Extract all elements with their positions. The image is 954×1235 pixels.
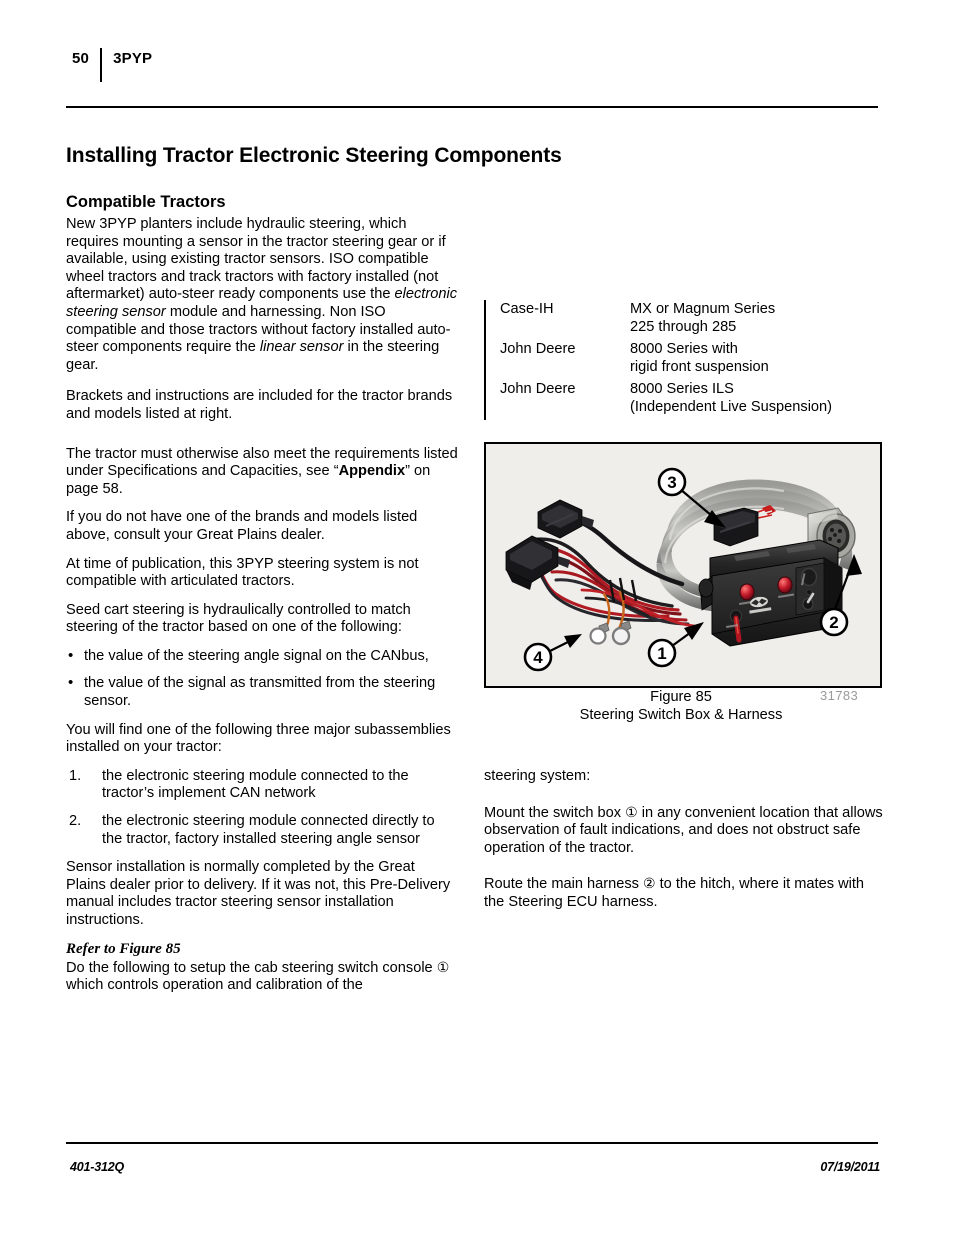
paragraph-subassemblies: You will find one of the following three major subassemblies installed on your tractor: [66, 721, 451, 756]
list-item: • the value of the steering angle signal on the CANbus, [66, 648, 458, 666]
refer-to-figure-line: Refer to Figure 85 [66, 940, 181, 957]
para-mount-segment-a: Mount the switch box [484, 804, 626, 821]
right-text-column [484, 768, 884, 930]
para1-segment-b: module and harnessing. Non ISO compatible and those tractors without factory installed auto-steer components require the [66, 303, 451, 356]
table-cell-brand: John Deere [500, 381, 576, 397]
callout-ref-1-icon: ① [625, 803, 638, 820]
table-cell-brand: John Deere [500, 341, 576, 357]
footer-document-code: 401-312Q [70, 1160, 124, 1174]
para1-segment-a: New 3PYP planters include hydraulic steering, which requires mounting a sensor in the tractor steering gear or if available, using existing tractor sensors. ISO compatible wheel tractors and track tractors with factory installed (not aftermarket) auto-steer ready components use the [66, 216, 446, 303]
para3-segment-a: The tractor must otherwise also meet the requirements listed under Specifications and Capacities, see “ [66, 445, 458, 480]
list-item: the electronic steering module connected directly to the tractor, factory installed steering angle sensor [102, 813, 435, 847]
paragraph-dealer: If you do not have one of the brands and models listed above, consult your Great Plains dealer. [66, 509, 418, 543]
paragraph-steering-system: steering system: [484, 768, 591, 784]
svg-text:4: 4 [533, 648, 543, 667]
led-indicator-right [778, 577, 792, 593]
steering-switch-box-photo [486, 444, 880, 686]
paragraph-setup-console [66, 959, 458, 995]
paragraph-compatible-intro [66, 216, 458, 374]
paragraph-seedcart: Seed cart steering is hydraulically controlled to match steering of the tractor based on one of the following: [66, 601, 411, 636]
model-line: (Independent Live Suspension) [630, 399, 833, 415]
section-heading: Compatible Tractors [66, 193, 226, 211]
callout-ref-1-icon: ① [436, 958, 450, 975]
figure-image-id: 31783 [820, 688, 859, 703]
paragraph-requirements [66, 446, 458, 499]
header-document-title: 3PYP [113, 49, 153, 67]
header-rule [66, 106, 878, 108]
table-row [500, 340, 896, 376]
footer-date: 07/19/2011 [820, 1160, 880, 1174]
page-header [72, 47, 152, 69]
para3-segment-b: ” on page 58. [66, 463, 431, 497]
header-divider [100, 48, 102, 82]
model-line: MX or Magnum Series [630, 301, 776, 317]
left-text-column [66, 216, 458, 1006]
table-cell-model [630, 300, 775, 336]
para1-italic-electronic-steering-sensor: electronic steering sensor [66, 286, 457, 320]
table-row [500, 380, 896, 416]
para-route-segment-a: Route the main harness [484, 876, 643, 893]
figure-number: Figure 85 [650, 689, 712, 705]
paragraph-mount-switch-box [484, 804, 884, 858]
paragraph-route-harness [484, 875, 884, 911]
model-line: rigid front suspension [630, 359, 769, 375]
led-indicator-left [740, 584, 754, 600]
svg-text:3: 3 [667, 473, 677, 492]
svg-text:1: 1 [657, 644, 667, 663]
para-route-segment-b: to the hitch, where it mates with the Steering ECU harness. [484, 876, 865, 910]
footer-rule [66, 1142, 878, 1144]
table-row [500, 300, 896, 336]
svg-text:2: 2 [829, 613, 839, 632]
para3-bold-appendix: Appendix [338, 463, 406, 480]
steering-switch-box [699, 540, 842, 646]
paragraph-brackets: Brackets and instructions are included for the tractor brands and models listed at right. [66, 388, 453, 422]
model-line: 8000 Series with [630, 341, 738, 357]
list-item: the electronic steering module connected to the tractor’s implement CAN network [102, 767, 409, 802]
bullet-list [66, 648, 458, 711]
paragraph-articulated: At time of publication, this 3PYP steering system is not compatible with articulated tractors. [66, 555, 419, 590]
list-item: • the value of the signal as transmitted from the steering sensor. [66, 675, 458, 710]
para1-italic-linear-sensor: linear sensor [259, 339, 344, 356]
header-page-number: 50 [72, 49, 90, 67]
table-cell-brand: Case-IH [500, 301, 554, 317]
table-cell-model [630, 380, 832, 416]
para9-segment-a: Do the following to setup the cab steering switch console [66, 959, 437, 976]
table-cell-model [630, 340, 769, 376]
numbered-list [66, 768, 458, 848]
figure-title: Steering Switch Box & Harness [579, 706, 783, 723]
model-line: 8000 Series ILS [630, 381, 734, 397]
para9-segment-b: which controls operation and calibration of the [66, 977, 363, 994]
page-title: Installing Tractor Electronic Steering Components [66, 144, 562, 167]
paragraph-sensor-installation: Sensor installation is normally completed by the Great Plains dealer prior to delivery. If it was not, this Pre-Delivery manual includes tractor steering sensor installation instructions. [66, 859, 451, 928]
model-line: 225 through 285 [630, 319, 737, 335]
figure-image [484, 442, 882, 688]
compatible-tractors-table [484, 300, 896, 420]
para1-segment-c: in the steering gear. [66, 339, 440, 373]
para-mount-segment-b: in any convenient location that allows observation of fault indications, and does not obstruct safe operation of the tractor. [484, 804, 883, 856]
callout-ref-2-icon: ② [643, 875, 656, 892]
figure-caption [484, 689, 878, 724]
